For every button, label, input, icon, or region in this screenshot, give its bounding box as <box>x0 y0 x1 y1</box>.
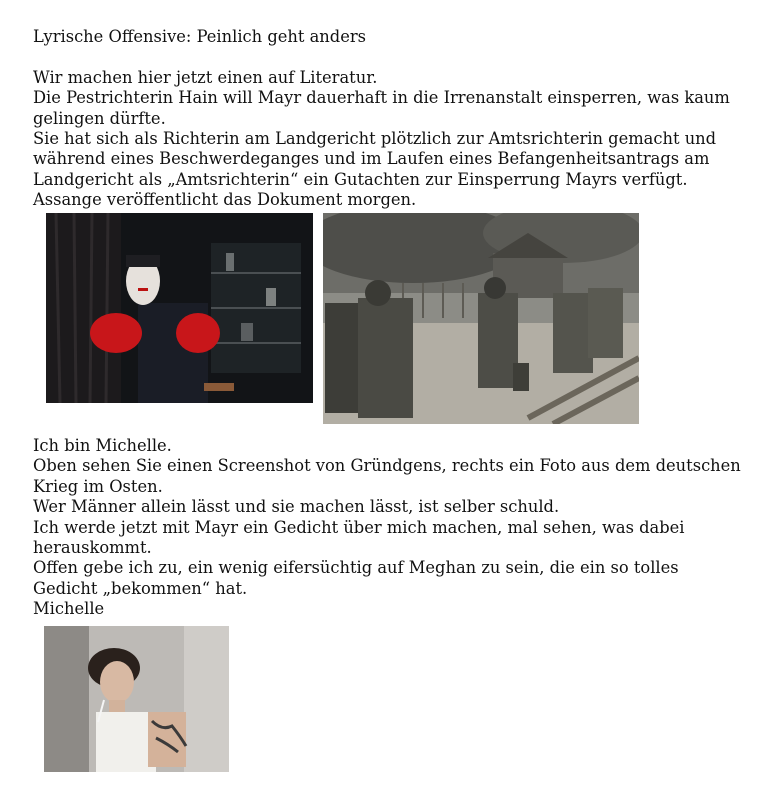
intro-paragraph-3: Sie hat sich als Richterin am Landgericht plötzlich zur Amtsrichterin gemacht und während eines Beschwerdeganges und im Laufen eines Befangenheitsantrags am Landgericht als „Amtsrichterin“ ein Gutachten zur Einsperrung Mayrs verfügt. <box>33 129 717 189</box>
body-paragraph-2: Oben sehen Sie einen Screenshot von Gründgens, rechts ein Foto aus dem deutschen Krieg im Osten. <box>33 456 741 496</box>
intro-paragraph-2: Die Pestrichterin Hain will Mayr dauerhaft in die Irrenanstalt einsperren, was kaum gelingen dürfte. <box>33 88 730 128</box>
war-soldiers-photo <box>323 213 639 424</box>
image-row <box>33 213 743 425</box>
article-title: Lyrische Offensive: Peinlich geht anders <box>33 27 366 46</box>
theater-performer-photo <box>46 213 313 403</box>
woman-portrait-photo <box>44 626 229 772</box>
intro-paragraph-1: Wir machen hier jetzt einen auf Literatur. <box>33 67 378 87</box>
body-paragraph-3: Wer Männer allein lässt und sie machen lässt, ist selber schuld. <box>33 497 560 517</box>
signature: Michelle <box>33 599 105 619</box>
body-paragraph-5: Offen gebe ich zu, ein wenig eifersüchtig auf Meghan zu sein, die ein so tolles Gedicht „bekommen“ hat. <box>33 558 679 598</box>
body-text <box>33 436 743 620</box>
intro-paragraph-4: Assange veröffentlicht das Dokument morgen. <box>33 190 417 210</box>
body-paragraph-4: Ich werde jetzt mit Mayr ein Gedicht über mich machen, mal sehen, was dabei herauskommt. <box>33 517 685 558</box>
article <box>33 27 743 425</box>
spacer <box>33 47 743 67</box>
body-paragraph-1: Ich bin Michelle. <box>33 436 172 455</box>
